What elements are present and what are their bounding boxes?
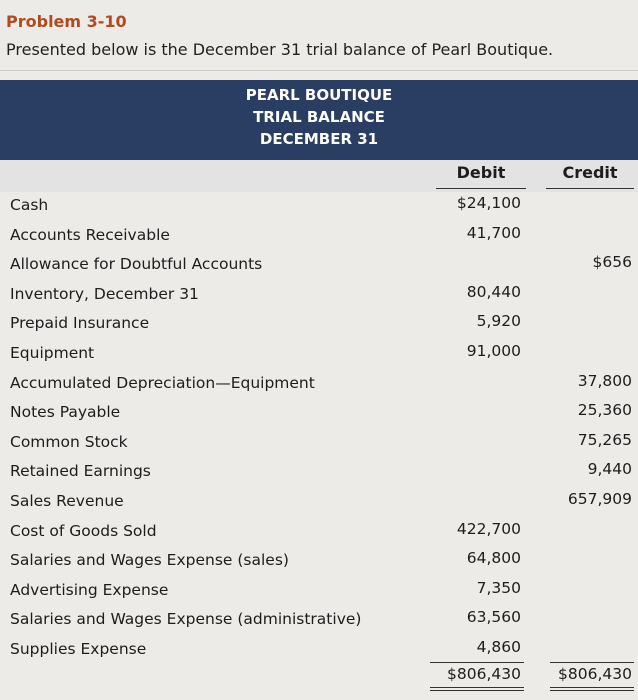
account-name: Accounts Receivable [10,225,170,244]
column-header-row [0,160,638,192]
credit-column-header: Credit [562,163,618,182]
debit-double-underline [430,687,524,691]
debit-amount: 41,700 [466,223,521,242]
debit-amount: 63,560 [466,608,521,627]
table-row [0,192,638,222]
totals-row [0,662,638,692]
debit-total: $806,430 [447,665,521,683]
account-name: Supplies Expense [10,639,147,658]
account-name: Notes Payable [10,403,121,422]
debit-amount: 4,860 [476,637,521,656]
table-row [0,340,638,370]
debit-underline [436,188,526,189]
table-row [0,281,638,311]
table-row [0,310,638,340]
debit-amount: 64,800 [466,549,521,568]
account-name: Common Stock [10,432,128,451]
debit-column-header: Debit [456,163,506,182]
debit-total-rule [430,662,524,663]
account-name: Allowance for Doubtful Accounts [10,255,263,274]
divider [0,70,638,71]
credit-double-underline [550,687,634,691]
problem-title: Problem 3-10 [6,12,127,31]
table-row [0,458,638,488]
company-name: PEARL BOUTIQUE [245,86,393,104]
debit-amount: 80,440 [466,282,521,301]
credit-amount: 9,440 [587,460,632,479]
account-name: Salaries and Wages Expense (administrative) [10,610,362,629]
account-name: Accumulated Depreciation—Equipment [10,373,315,392]
table-row [0,606,638,636]
credit-amount: 37,800 [577,371,632,390]
credit-amount: 657,909 [567,489,632,508]
credit-amount: $656 [592,253,632,272]
table-row [0,251,638,281]
table-row [0,577,638,607]
debit-amount: 5,920 [476,312,521,331]
table-row [0,488,638,518]
account-name: Equipment [10,343,95,362]
credit-total-rule [550,662,634,663]
debit-amount: 422,700 [456,519,521,538]
account-name: Cash [10,196,49,214]
account-name: Prepaid Insurance [10,314,150,333]
credit-amount: 25,360 [577,401,632,420]
intro-text: Presented below is the December 31 trial balance of Pearl Boutique. [6,40,554,59]
table-row [0,370,638,400]
trial-balance-rows [0,192,638,666]
statement-date: DECEMBER 31 [259,130,379,148]
credit-underline [546,188,634,189]
account-name: Sales Revenue [10,491,124,510]
trial-balance-header [0,80,638,160]
statement-name: TRIAL BALANCE [253,108,385,126]
table-row [0,518,638,548]
account-name: Advertising Expense [10,580,169,599]
credit-total: $806,430 [558,665,632,683]
table-row [0,429,638,459]
account-name: Inventory, December 31 [10,284,199,303]
table-row [0,222,638,252]
account-name: Salaries and Wages Expense (sales) [10,551,289,570]
table-row [0,399,638,429]
credit-amount: 75,265 [577,430,632,449]
account-name: Cost of Goods Sold [10,521,157,540]
debit-amount: 91,000 [466,341,521,360]
table-row [0,547,638,577]
account-name: Retained Earnings [10,462,151,481]
debit-amount: 7,350 [476,578,521,597]
debit-amount: $24,100 [456,194,521,212]
